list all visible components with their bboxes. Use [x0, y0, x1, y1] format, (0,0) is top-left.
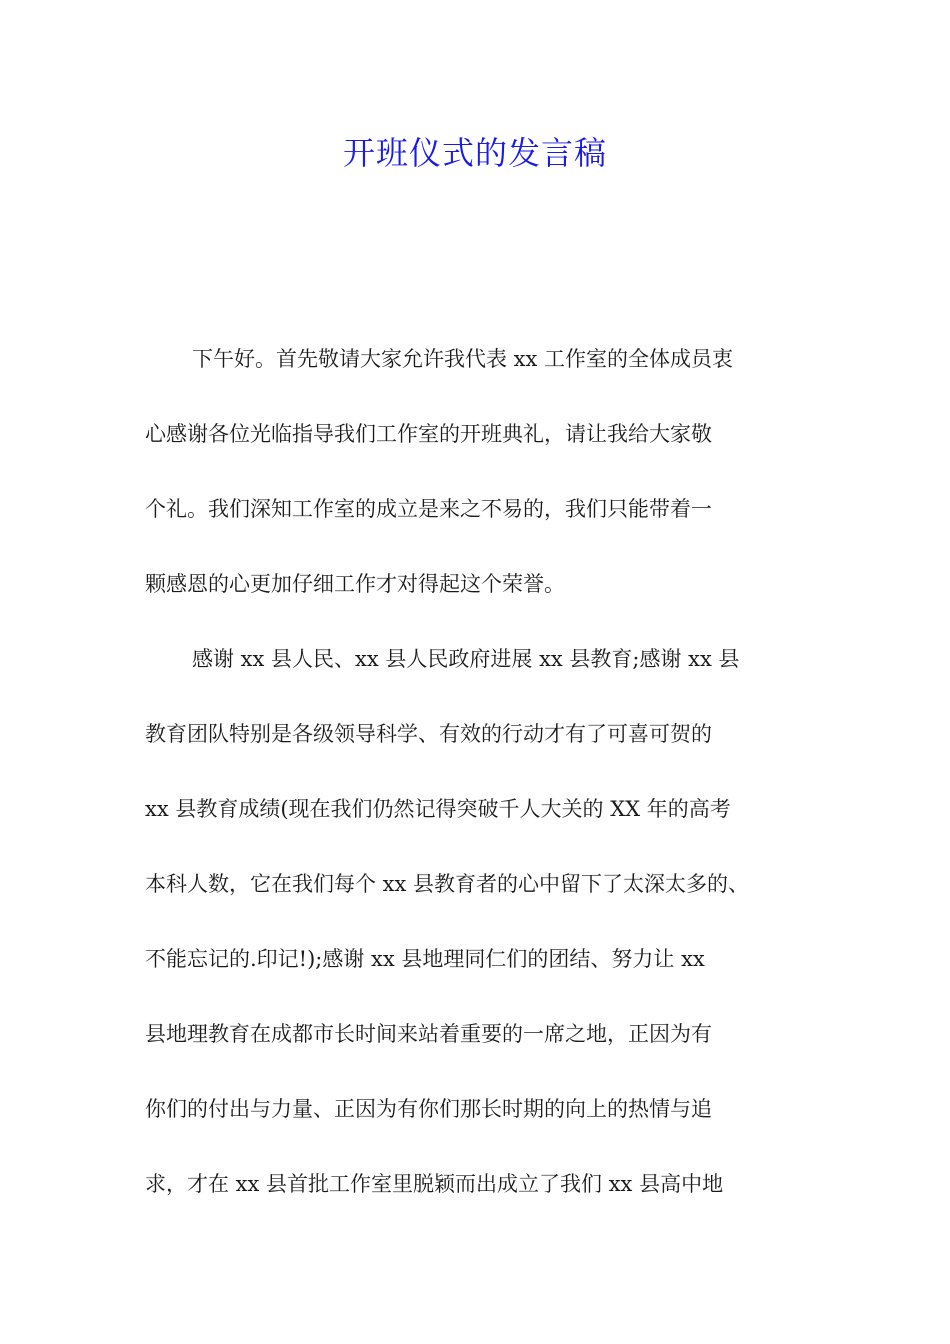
paragraph-2-line-4: 本科人数，它在我们每个 xx 县教育者的心中留下了太深太多的、	[145, 872, 750, 896]
paragraph-1-line-3: 个礼。我们深知工作室的成立是来之不易的，我们只能带着一	[145, 497, 712, 521]
paragraph-2-line-2: 教育团队特别是各级领导科学、有效的行动才有了可喜可贺的	[145, 722, 712, 746]
paragraph-2-line-5: 不能忘记的.印记!);感谢 xx 县地理同仁们的团结、努力让 xx	[145, 947, 705, 971]
paragraph-2-line-3: xx 县教育成绩(现在我们仍然记得突破千人大关的 XX 年的高考	[145, 797, 731, 821]
paragraph-1-line-2: 心感谢各位光临指导我们工作室的开班典礼，请让我给大家敬	[145, 422, 712, 446]
paragraph-1-line-4: 颗感恩的心更加仔细工作才对得起这个荣誉。	[145, 572, 565, 596]
document-title: 开班仪式的发言稿	[342, 134, 607, 172]
paragraph-1-line-1: 下午好。首先敬请大家允许我代表 xx 工作室的全体成员衷	[192, 347, 734, 371]
paragraph-2-line-1: 感谢 xx 县人民、xx 县人民政府进展 xx 县教育;感谢 xx 县	[192, 647, 740, 671]
paragraph-2-line-7: 你们的付出与力量、正因为有你们那长时期的向上的热情与追	[145, 1097, 712, 1121]
document-body	[145, 322, 807, 1222]
paragraph-2-line-8: 求，才在 xx 县首批工作室里脱颖而出成立了我们 xx 县高中地	[145, 1172, 724, 1196]
paragraph-2-line-6: 县地理教育在成都市长时间来站着重要的一席之地，正因为有	[145, 1022, 712, 1046]
